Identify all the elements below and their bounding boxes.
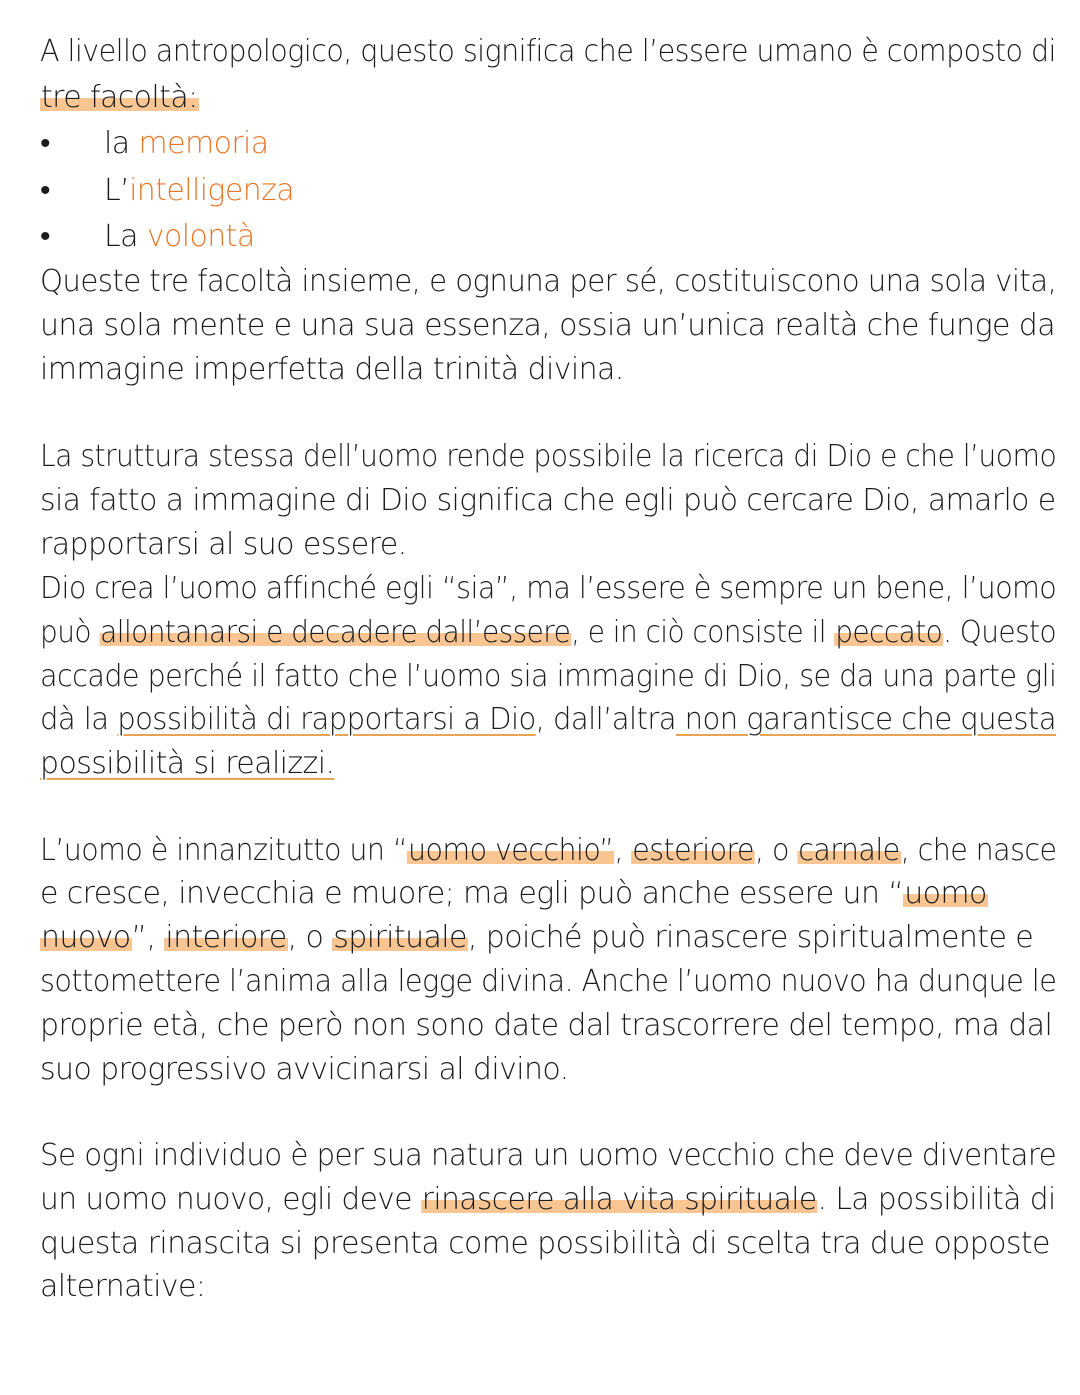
text: A livello antropologico, questo significa che l’essere umano è composto di [40, 34, 1056, 69]
highlight-allontanarsi: allontanarsi e decadere dall’essere [100, 615, 571, 650]
faculty-term-intelligenza: intelligenza [129, 173, 295, 208]
text: suo progressivo avvicinarsi al divino. [40, 1052, 569, 1087]
text: ”, [131, 920, 165, 955]
text-line [40, 916, 1033, 960]
highlight-interiore: interiore [165, 920, 287, 955]
text: La struttura stessa dell’uomo rende possibile la ricerca di Dio e che l’uomo [40, 439, 1057, 474]
text-line [40, 611, 1056, 655]
text: questa rinascita si presenta come possibilità di scelta tra due opposte [40, 1226, 1050, 1261]
underline-possibilita: possibilità di rapportarsi a Dio [117, 702, 536, 737]
text: accade perché il fatto che l’uomo sia immagine di Dio, se da una parte gli [40, 659, 1057, 694]
highlight-peccato: peccato [835, 615, 943, 650]
highlight-nuovo: nuovo [41, 920, 131, 955]
text-line [40, 260, 1056, 304]
text-line [40, 348, 624, 392]
text: . La possibilità di [817, 1182, 1056, 1217]
text: , [614, 833, 632, 868]
text-line [40, 829, 1056, 873]
text-line [40, 76, 199, 120]
text: Se ogni individuo è per sua natura un uomo vecchio che deve diventare [40, 1138, 1057, 1173]
highlight-esteriore: esteriore [632, 833, 755, 868]
bullet-icon: • [40, 173, 50, 208]
list-item-prefix: La [104, 219, 147, 254]
underline-non-garantisce: non garantisce che questa [675, 702, 1056, 737]
text-line [40, 1265, 205, 1309]
text-line [40, 304, 1055, 348]
text-line [40, 872, 988, 916]
text: , dall’altra [535, 702, 676, 737]
text: proprie età, che però non sono date dal trascorrere del tempo, ma dal [40, 1008, 1053, 1043]
text: un uomo nuovo, egli deve [40, 1182, 421, 1217]
text: . Questo [943, 615, 1057, 650]
text-line [40, 1134, 1056, 1178]
text-line [40, 655, 1056, 699]
text: può [40, 615, 100, 650]
text: dà la [40, 702, 118, 737]
text-line [40, 1004, 1052, 1048]
highlight-uomo-vecchio: uomo vecchio” [408, 833, 614, 868]
bullet-icon: • [40, 126, 50, 161]
text-line [40, 30, 1056, 74]
text: una sola mente e una sua essenza, ossia un’unica realtà che funge da [40, 308, 1055, 343]
faculty-term-volonta: volontà [146, 219, 255, 254]
text: sottomettere l’anima alla legge divina. Anche l’uomo nuovo ha dunque le [40, 964, 1057, 999]
text: , o [287, 920, 333, 955]
highlight-carnale: carnale [798, 833, 900, 868]
text: , che nasce [900, 833, 1057, 868]
text-line [40, 698, 1056, 742]
underline-si-realizzi: possibilità si realizzi. [40, 746, 335, 781]
faculty-term-memoria: memoria [138, 126, 269, 161]
text-line [40, 1048, 569, 1092]
text: L’uomo è innanzitutto un “ [40, 833, 408, 868]
text-line [40, 1178, 1056, 1222]
text: Dio crea l’uomo affinché egli “sia”, ma l’essere è sempre un bene, l’uomo [40, 571, 1057, 606]
highlight-tre-facolta: tre facoltà: [41, 80, 198, 115]
text-line [40, 435, 1056, 479]
text-line [40, 567, 1056, 611]
bullet-icon: • [40, 219, 50, 254]
text-line [40, 960, 1056, 1004]
text-line [40, 523, 407, 567]
text: , o [754, 833, 798, 868]
text-line [40, 742, 334, 786]
text: immagine imperfetta della trinità divina. [40, 352, 624, 387]
text: alternative: [40, 1269, 206, 1304]
list-item-prefix: L’ [104, 173, 130, 208]
list-item-prefix: la [104, 126, 139, 161]
text-line [40, 479, 1056, 523]
text: sia fatto a immagine di Dio significa che egli può cercare Dio, amarlo e [40, 483, 1056, 518]
text: , poiché può rinascere spiritualmente e [467, 920, 1034, 955]
text: rapportarsi al suo essere. [40, 527, 407, 562]
text-line [40, 1222, 1050, 1266]
text: e cresce, invecchia e muore; ma egli può anche essere un “ [40, 876, 904, 911]
highlight-uomo: uomo [904, 876, 987, 911]
highlight-rinascere: rinascere alla vita spirituale [421, 1182, 817, 1217]
text: Queste tre facoltà insieme, e ognuna per sé, costituiscono una sola vita, [40, 264, 1057, 299]
highlight-spirituale: spirituale [333, 920, 467, 955]
text: , e in ciò consiste il [571, 615, 835, 650]
